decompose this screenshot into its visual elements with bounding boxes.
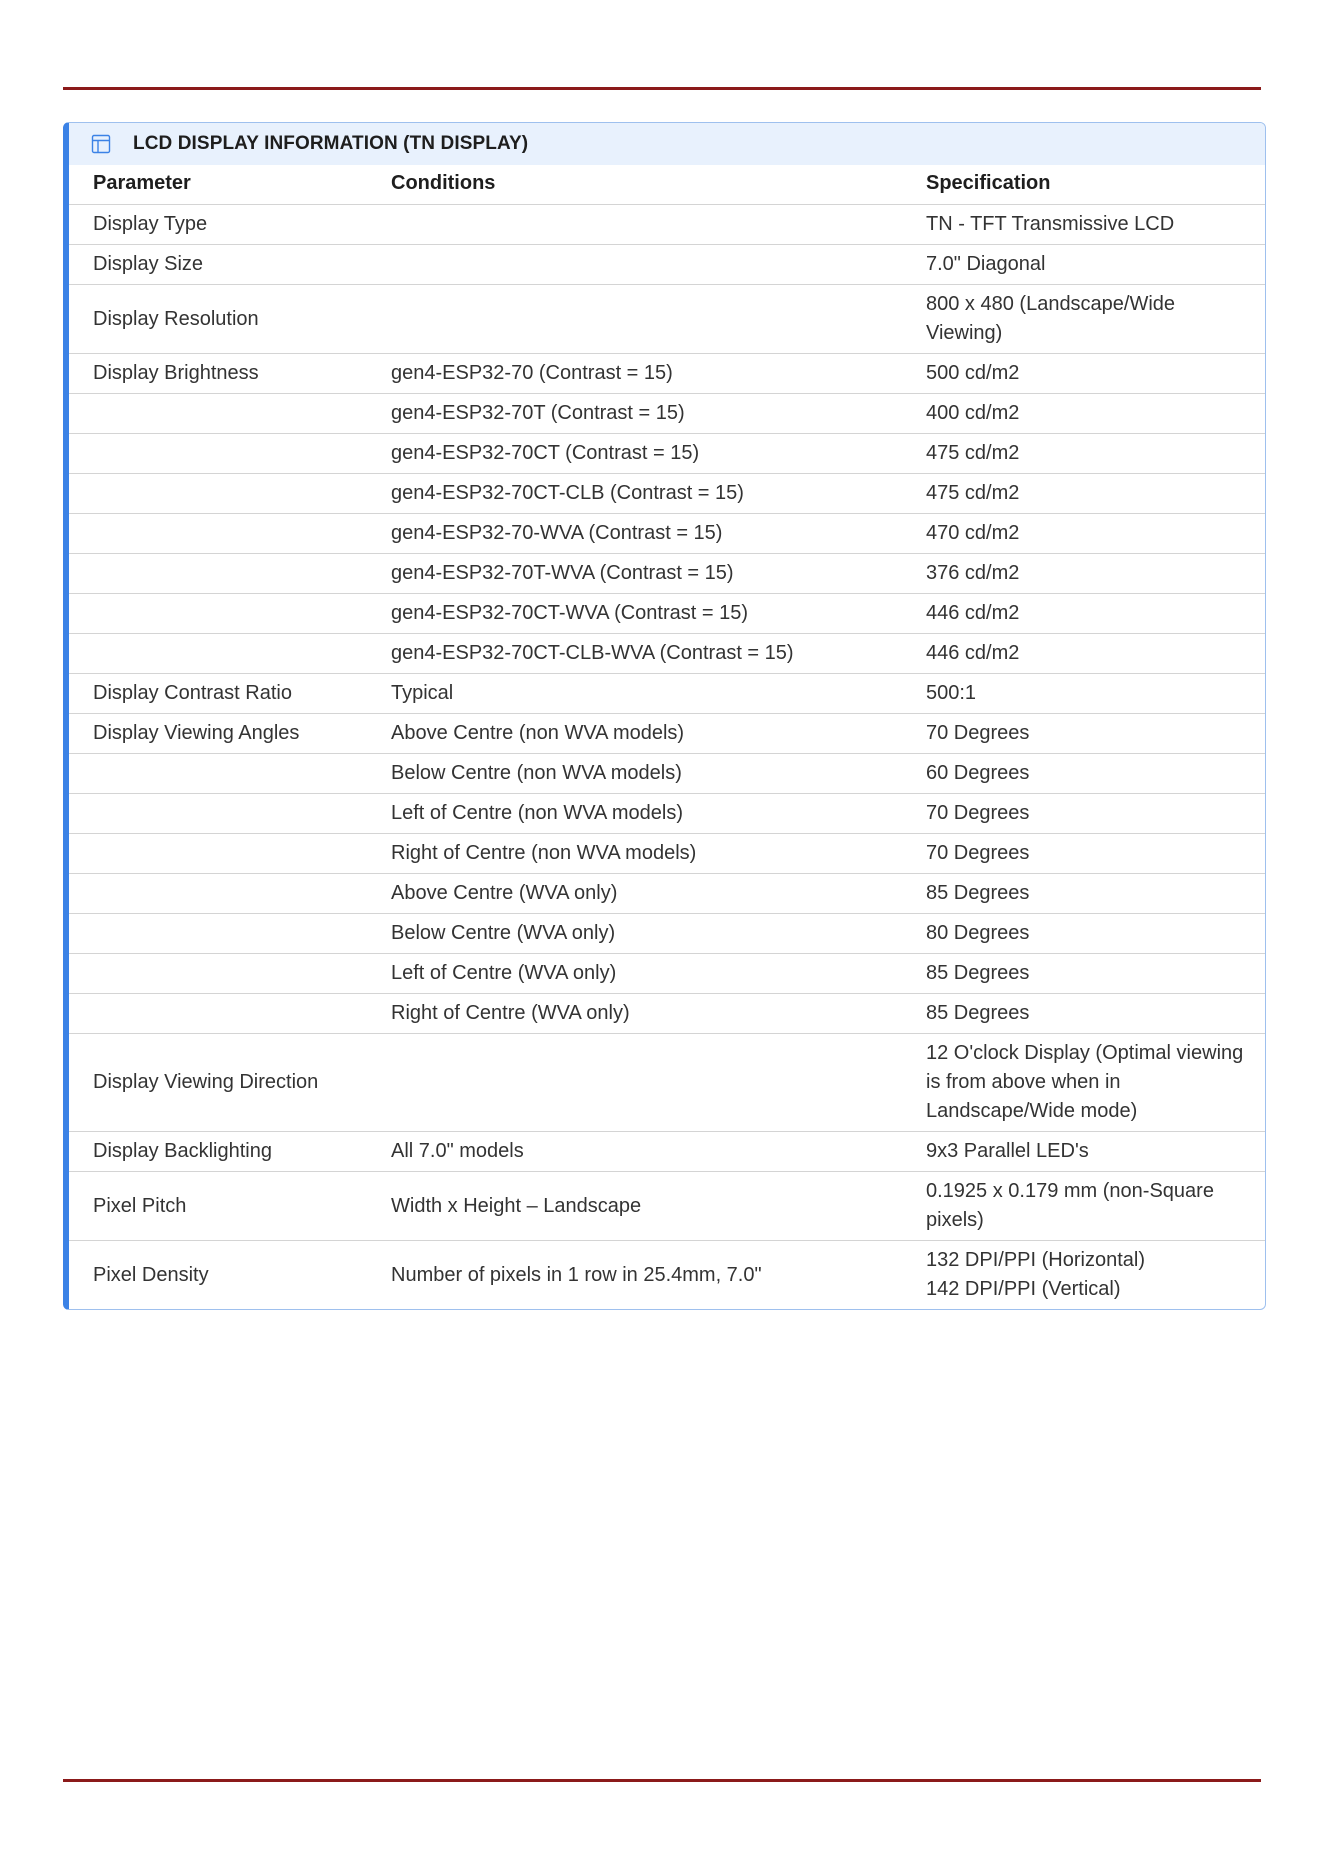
specification-cell [902,285,1265,354]
parameter-cell [69,874,367,914]
condition-cell: gen4-ESP32-70CT (Contrast = 15) [367,434,902,474]
parameter-cell: Display Resolution [69,285,367,354]
specification-cell [902,434,1265,474]
condition-cell: Above Centre (non WVA models) [367,714,902,754]
parameter-cell [69,994,367,1034]
specification-cell [902,394,1265,434]
specification-line: 800 x 480 (Landscape/Wide Viewing) [926,293,1176,344]
specification-cell [902,954,1265,994]
parameter-cell: Display Viewing Direction [69,1034,367,1132]
specification-cell [902,914,1265,954]
specification-line: 80 Degrees [926,922,1030,944]
specification-line: 70 Degrees [926,842,1030,864]
table-row [69,205,1265,245]
specification-line: 446 cd/m2 [926,602,1020,624]
table-body [69,205,1265,1310]
table-row [69,594,1265,634]
specification-line: 470 cd/m2 [926,522,1020,544]
condition-cell: Width x Height – Landscape [367,1172,902,1241]
table-row [69,954,1265,994]
specification-cell [902,1034,1265,1132]
condition-cell [367,245,902,285]
specification-cell [902,834,1265,874]
condition-cell: gen4-ESP32-70CT-WVA (Contrast = 15) [367,594,902,634]
specification-line: 132 DPI/PPI (Horizontal) [926,1249,1145,1271]
table-row [69,874,1265,914]
specification-cell [902,674,1265,714]
condition-cell: gen4-ESP32-70CT-CLB-WVA (Contrast = 15) [367,634,902,674]
condition-cell: gen4-ESP32-70 (Contrast = 15) [367,354,902,394]
table-row [69,714,1265,754]
condition-cell: gen4-ESP32-70-WVA (Contrast = 15) [367,514,902,554]
table-icon [91,134,111,154]
table-row [69,634,1265,674]
spec-table [69,165,1265,1309]
specification-cell [902,205,1265,245]
specification-line: TN - TFT Transmissive LCD [926,213,1175,235]
condition-cell: Number of pixels in 1 row in 25.4mm, 7.0" [367,1241,902,1310]
parameter-cell [69,434,367,474]
parameter-cell: Display Viewing Angles [69,714,367,754]
specification-cell [902,994,1265,1034]
table-row [69,245,1265,285]
parameter-cell: Display Type [93,213,208,235]
table-row [69,354,1265,394]
specification-cell [902,714,1265,754]
panel-header [69,123,1265,165]
condition-cell [367,285,902,354]
condition-cell: gen4-ESP32-70T-WVA (Contrast = 15) [367,554,902,594]
condition-cell: gen4-ESP32-70T (Contrast = 15) [367,394,902,434]
parameter-cell [69,514,367,554]
specification-line: 9x3 Parallel LED's [926,1140,1089,1162]
table-row [69,394,1265,434]
specification-cell [902,634,1265,674]
condition-cell: Left of Centre (WVA only) [367,954,902,994]
table-row [69,285,1265,354]
panel-title: LCD DISPLAY INFORMATION (TN DISPLAY) [133,133,529,154]
condition-cell: Below Centre (WVA only) [367,914,902,954]
parameter-cell [69,634,367,674]
column-header-parameter: Parameter [69,165,367,205]
condition-cell: Typical [367,674,902,714]
specification-line: 376 cd/m2 [926,562,1020,584]
table-row [69,514,1265,554]
specification-line: 70 Degrees [926,722,1030,744]
specification-line: 500 cd/m2 [926,362,1020,384]
table-row [69,434,1265,474]
column-header-conditions: Conditions [367,165,902,205]
specification-cell [902,1241,1265,1310]
condition-cell: Left of Centre (non WVA models) [367,794,902,834]
parameter-cell: Pixel Density [69,1241,367,1310]
parameter-cell [69,754,367,794]
table-row [69,474,1265,514]
specification-line: 85 Degrees [926,1002,1030,1024]
specification-line: 7.0" Diagonal [926,253,1046,275]
condition-cell [367,1034,902,1132]
parameter-cell: Display Brightness [69,354,367,394]
specification-cell [902,354,1265,394]
condition-cell [367,205,902,245]
parameter-cell: Display Contrast Ratio [69,674,367,714]
specification-cell [902,1172,1265,1241]
specification-cell [902,474,1265,514]
parameter-cell [69,594,367,634]
parameter-cell [69,834,367,874]
parameter-cell [69,954,367,994]
specification-line: 12 O'clock Display (Optimal viewing is from above when in Landscape/Wide mode) [926,1042,1244,1122]
specification-line: 446 cd/m2 [926,642,1020,664]
condition-cell: Below Centre (non WVA models) [367,754,902,794]
top-rule [63,87,1261,90]
parameter-cell [69,394,367,434]
table-row [69,834,1265,874]
parameter-cell [69,554,367,594]
lcd-info-panel [63,122,1266,1310]
specification-line: 475 cd/m2 [926,442,1020,464]
specification-cell [902,874,1265,914]
specification-cell [902,1132,1265,1172]
specification-cell [902,794,1265,834]
table-row [69,1132,1265,1172]
parameter-cell: Display Backlighting [69,1132,367,1172]
specification-cell [902,554,1265,594]
table-row [69,794,1265,834]
table-row [69,674,1265,714]
specification-cell [902,245,1265,285]
table-row [69,754,1265,794]
table-row [69,554,1265,594]
specification-cell [902,594,1265,634]
specification-line: 475 cd/m2 [926,482,1020,504]
condition-cell: gen4-ESP32-70CT-CLB (Contrast = 15) [367,474,902,514]
parameter-cell [69,794,367,834]
condition-cell: Above Centre (WVA only) [367,874,902,914]
table-header-row [69,165,1265,205]
parameter-cell [69,474,367,514]
parameter-cell [69,914,367,954]
table-row [69,1034,1265,1132]
parameter-cell: Pixel Pitch [69,1172,367,1241]
condition-cell: Right of Centre (non WVA models) [367,834,902,874]
specification-line: 70 Degrees [926,802,1030,824]
specification-line: 85 Degrees [926,962,1030,984]
specification-cell [902,514,1265,554]
specification-line: 400 cd/m2 [926,402,1020,424]
specification-line: 500:1 [926,682,977,704]
specification-line: 60 Degrees [926,762,1030,784]
condition-cell: Right of Centre (WVA only) [367,994,902,1034]
table-row [69,1172,1265,1241]
specification-line: 85 Degrees [926,882,1030,904]
specification-line: 0.1925 x 0.179 mm (non-Square pixels) [926,1180,1214,1231]
bottom-rule [63,1779,1261,1782]
specification-line: 142 DPI/PPI (Vertical) [926,1278,1121,1300]
table-row [69,994,1265,1034]
table-row [69,914,1265,954]
specification-cell [902,754,1265,794]
table-row [69,1241,1265,1310]
column-header-specification: Specification [902,165,1265,205]
condition-cell: All 7.0" models [367,1132,902,1172]
parameter-cell: Display Size [69,245,367,285]
